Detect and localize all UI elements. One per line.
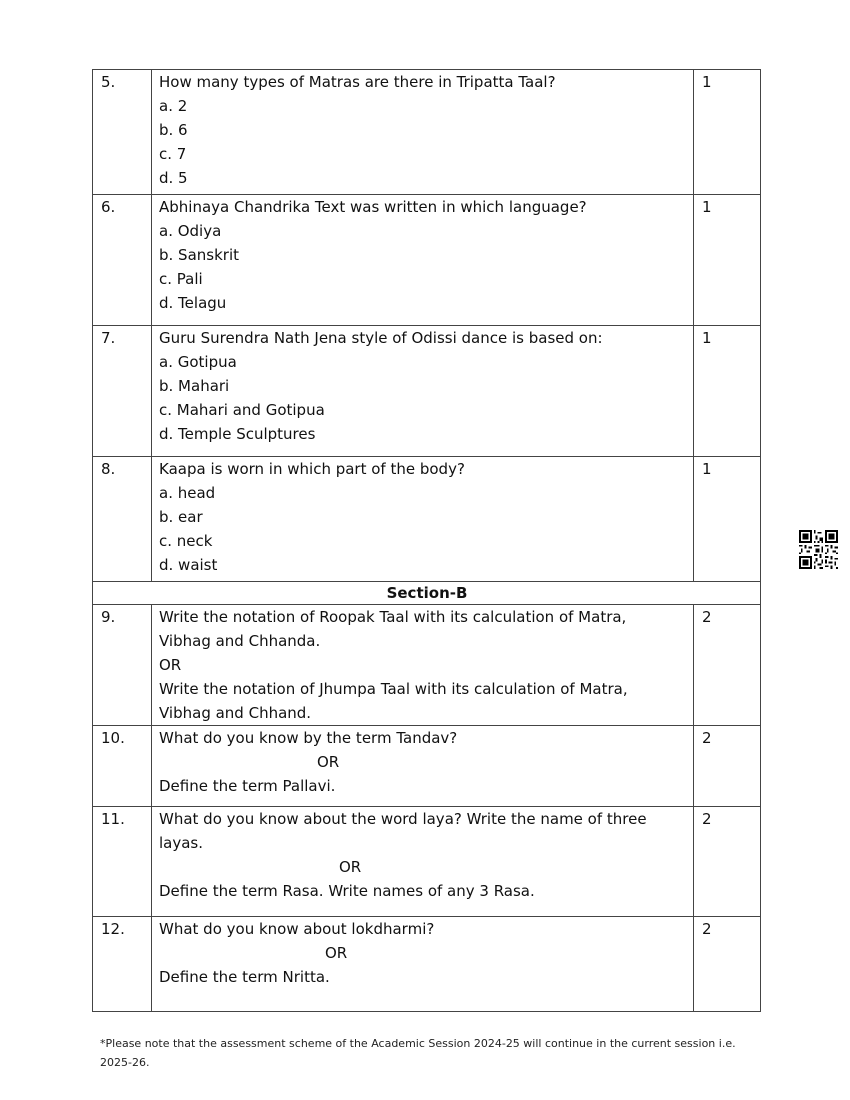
- or-separator: OR: [159, 656, 182, 674]
- marks-cell: 2: [694, 726, 761, 807]
- question-row: [93, 195, 761, 326]
- question-text: Guru Surendra Nath Jena style of Odissi dance is based on:: [159, 329, 603, 347]
- or-separator: OR: [339, 858, 362, 876]
- marks-cell: 1: [694, 326, 761, 457]
- marks-cell: 1: [694, 457, 761, 582]
- question-row: [93, 70, 761, 195]
- question-number: 11.: [93, 807, 152, 917]
- question-number: 8.: [93, 457, 152, 582]
- option-c: c. 7: [159, 145, 187, 163]
- question-text: What do you know about lokdharmi?: [159, 920, 435, 938]
- marks-cell: 1: [694, 195, 761, 326]
- question-row: [93, 807, 761, 917]
- question-text: Kaapa is worn in which part of the body?: [159, 460, 465, 478]
- question-text: layas.: [159, 834, 204, 852]
- question-row: [93, 917, 761, 1012]
- assessment-footer-note: *Please note that the assessment scheme of the Academic Session 2024-25 will continue in the current session i.e. 2025-26.: [100, 1037, 736, 1069]
- question-text: What do you know by the term Tandav?: [159, 729, 458, 747]
- question-row: [93, 726, 761, 807]
- option-c: c. Pali: [159, 270, 203, 288]
- question-text: Define the term Pallavi.: [159, 777, 336, 795]
- option-b: b. Mahari: [159, 377, 230, 395]
- question-cell: [152, 605, 694, 726]
- marks-cell: 2: [694, 807, 761, 917]
- question-text: Abhinaya Chandrika Text was written in which language?: [159, 198, 587, 216]
- option-a: a. head: [159, 484, 216, 502]
- question-text: How many types of Matras are there in Tripatta Taal?: [159, 73, 556, 91]
- question-number: 5.: [93, 70, 152, 195]
- question-text: Vibhag and Chhand.: [159, 704, 312, 722]
- question-cell: [152, 726, 694, 807]
- option-a: a. Gotipua: [159, 353, 237, 371]
- option-d: d. 5: [159, 169, 188, 187]
- question-text: Vibhag and Chhanda.: [159, 632, 321, 650]
- question-row: [93, 605, 761, 726]
- option-d: d. Temple Sculptures: [159, 425, 316, 443]
- question-cell: [152, 326, 694, 457]
- question-cell: [152, 807, 694, 917]
- question-cell: [152, 457, 694, 582]
- section-b-heading: Section-B: [93, 582, 761, 605]
- question-number: 10.: [93, 726, 152, 807]
- question-text: Define the term Nritta.: [159, 968, 330, 986]
- qr-code-icon: [799, 530, 838, 569]
- question-text: Define the term Rasa. Write names of any 3 Rasa.: [159, 882, 535, 900]
- question-number: 7.: [93, 326, 152, 457]
- section-header-row: [93, 582, 761, 605]
- marks-cell: 2: [694, 605, 761, 726]
- question-cell: [152, 70, 694, 195]
- option-b: b. ear: [159, 508, 203, 526]
- question-text: Write the notation of Roopak Taal with its calculation of Matra,: [159, 608, 627, 626]
- option-c: c. neck: [159, 532, 213, 550]
- marks-cell: 2: [694, 917, 761, 1012]
- question-row: [93, 326, 761, 457]
- question-row: [93, 457, 761, 582]
- or-separator: OR: [317, 753, 340, 771]
- question-text: Write the notation of Jhumpa Taal with its calculation of Matra,: [159, 680, 628, 698]
- option-b: b. 6: [159, 121, 188, 139]
- option-b: b. Sanskrit: [159, 246, 239, 264]
- question-number: 9.: [93, 605, 152, 726]
- question-number: 12.: [93, 917, 152, 1012]
- question-number: 6.: [93, 195, 152, 326]
- marks-cell: 1: [694, 70, 761, 195]
- question-table: [92, 69, 761, 1012]
- option-d: d. waist: [159, 556, 218, 574]
- option-d: d. Telagu: [159, 294, 227, 312]
- or-separator: OR: [325, 944, 348, 962]
- question-cell: [152, 917, 694, 1012]
- option-a: a. Odiya: [159, 222, 222, 240]
- question-cell: [152, 195, 694, 326]
- question-text: What do you know about the word laya? Write the name of three: [159, 810, 647, 828]
- option-c: c. Mahari and Gotipua: [159, 401, 325, 419]
- option-a: a. 2: [159, 97, 188, 115]
